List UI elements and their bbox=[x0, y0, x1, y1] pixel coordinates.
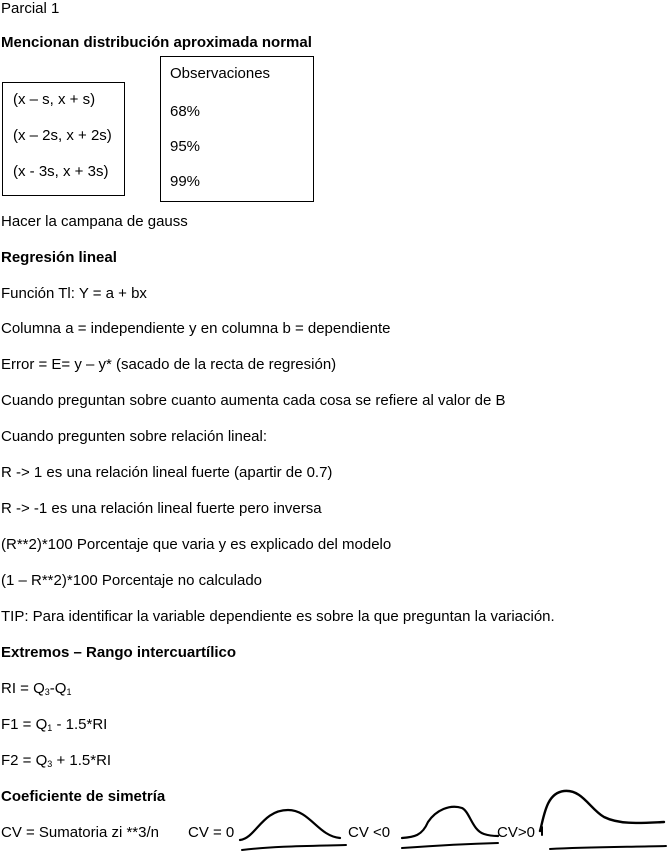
interval-2s: (x – 2s, x + 2s) bbox=[13, 127, 112, 144]
cv-formula: CV = Sumatoria zi **3/n bbox=[1, 824, 159, 841]
regresion-tip: TIP: Para identificar la variable dependiente es sobre la que preguntan la variación. bbox=[1, 608, 555, 625]
percent-99: 99% bbox=[170, 173, 201, 190]
observations-header: Observaciones bbox=[170, 65, 271, 82]
regresion-line-1: Función Tl: Y = a + bx bbox=[1, 285, 147, 302]
interval-1s: (x – s, x + s) bbox=[13, 91, 96, 108]
regresion-line-5: Cuando pregunten sobre relación lineal: bbox=[1, 428, 268, 445]
regresion-section-title: Regresión lineal bbox=[1, 249, 117, 266]
intervals-box bbox=[2, 82, 125, 196]
regresion-line-8: (R**2)*100 Porcentaje que varia y es explicado del modelo bbox=[1, 536, 392, 553]
f1-sub: 1 bbox=[47, 723, 53, 733]
regresion-line-2: Columna a = independiente y en columna b = dependiente bbox=[1, 320, 391, 337]
f2-lhs: F2 = Q bbox=[1, 752, 48, 769]
regresion-line-9: (1 – R**2)*100 Porcentaje no calculado bbox=[1, 572, 262, 589]
regresion-line-7: R -> -1 es una relación lineal fuerte pero inversa bbox=[1, 500, 322, 517]
gauss-note: Hacer la campana de gauss bbox=[1, 213, 188, 230]
ri-mid: -Q bbox=[49, 680, 67, 697]
percent-68: 68% bbox=[170, 103, 201, 120]
positive-skew-curve-sketch bbox=[536, 787, 668, 853]
cv-zero-label: CV = 0 bbox=[188, 824, 235, 841]
extremos-section-title: Extremos – Rango intercuartílico bbox=[1, 644, 237, 661]
f2-sub: 3 bbox=[47, 759, 53, 769]
f1-formula bbox=[1, 716, 107, 734]
observations-box bbox=[160, 56, 314, 202]
regresion-line-4: Cuando preguntan sobre cuanto aumenta cada cosa se refiere al valor de B bbox=[1, 392, 506, 409]
regresion-line-6: R -> 1 es una relación lineal fuerte (apartir de 0.7) bbox=[1, 464, 333, 481]
simetria-section-title: Coeficiente de simetría bbox=[1, 788, 166, 805]
regresion-line-3: Error = E= y – y* (sacado de la recta de regresión) bbox=[1, 356, 337, 373]
negative-skew-curve-sketch bbox=[400, 800, 500, 852]
percent-95: 95% bbox=[170, 138, 201, 155]
normal-section-title: Mencionan distribución aproximada normal bbox=[1, 34, 312, 51]
ri-sub-2: 1 bbox=[66, 687, 72, 697]
page-heading: Parcial 1 bbox=[1, 0, 60, 17]
ri-sub-1: 3 bbox=[44, 687, 50, 697]
f2-formula bbox=[1, 752, 111, 770]
symmetric-curve-sketch bbox=[236, 800, 348, 852]
ri-lhs: RI = Q bbox=[1, 680, 45, 697]
interval-3s: (x - 3s, x + 3s) bbox=[13, 163, 109, 180]
ri-formula bbox=[1, 680, 71, 698]
cv-positive-label: CV>0 bbox=[497, 824, 535, 841]
f2-rhs: + 1.5*RI bbox=[52, 752, 112, 769]
f1-lhs: F1 = Q bbox=[1, 716, 48, 733]
f1-rhs: - 1.5*RI bbox=[52, 716, 108, 733]
cv-negative-label: CV <0 bbox=[348, 824, 391, 841]
